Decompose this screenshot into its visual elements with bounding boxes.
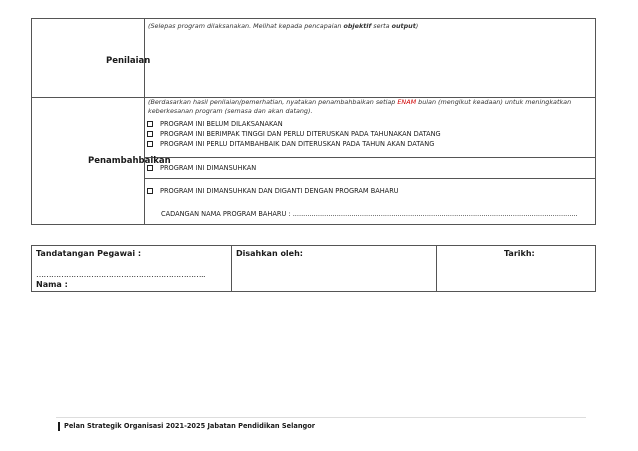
column-divider [231, 246, 232, 291]
column-divider [436, 246, 437, 291]
option-diganti[interactable]: PROGRAM INI DIMANSUHKAN DAN DIGANTI DENGAN PROGRAM BAHARU [147, 187, 399, 195]
row-divider [144, 157, 595, 158]
cadangan-program-baharu: CADANGAN NAMA PROGRAM BAHARU : ........................................................................................................................................ [161, 210, 578, 218]
evaluation-table [31, 18, 596, 225]
disahkan-oleh-label: Disahkan oleh: [236, 249, 303, 258]
signature-table [31, 245, 596, 292]
footer-text: Pelan Strategik Organisasi 2021-2025 Jabatan Pendidikan Selangor [64, 422, 316, 430]
nama-label: Nama : [36, 280, 68, 289]
row-divider [144, 178, 595, 179]
signature-dots: ………………………………………………………….. [36, 270, 206, 279]
checkbox-icon[interactable] [147, 188, 153, 194]
option-ditambahbaik[interactable]: PROGRAM INI PERLU DITAMBAHBAIK DAN DITERUSKAN PADA TAHUN AKAN DATANG [147, 140, 434, 148]
penilaian-label: Penilaian [106, 56, 151, 66]
label-column [32, 19, 145, 224]
tandatangan-pegawai-label: Tandatangan Pegawai : [36, 249, 142, 258]
checkbox-icon[interactable] [147, 131, 153, 137]
option-diteruskan[interactable]: PROGRAM INI BERIMPAK TINGGI DAN PERLU DITERUSKAN PADA TAHUNAKAN DATANG [147, 130, 441, 138]
tarikh-label: Tarikh: [504, 249, 535, 258]
checkbox-icon[interactable] [147, 141, 153, 147]
penilaian-note: (Selepas program dilaksanakan. Melihat kepada pencapaian objektif serta output) [148, 22, 419, 30]
option-dimansuhkan[interactable]: PROGRAM INI DIMANSUHKAN [147, 164, 256, 172]
penambahbaikan-label: Penambahbaikan [88, 156, 171, 166]
option-belum-dilaksanakan[interactable]: PROGRAM INI BELUM DILAKSANAKAN [147, 120, 283, 128]
penambahbaikan-note: (Berdasarkan hasil penilaian/pemerhatian, nyatakan penambahbaikan setiap ENAM bulan (mengikut keadaan) untuk meningkatkan keberkesanan program (semasa dan akan datang). [148, 98, 572, 115]
footer-divider [56, 417, 586, 418]
checkbox-icon[interactable] [147, 121, 153, 127]
checkbox-icon[interactable] [147, 165, 153, 171]
footer-accent-bar [58, 422, 60, 431]
